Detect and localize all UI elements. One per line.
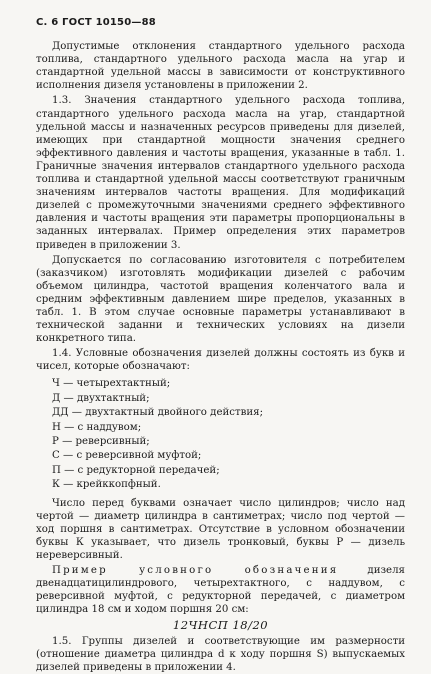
paragraph-1-3: 1.3. Значения стандартного удельного расхода топлива, стандартного удельного расхода масла на угар, стандартной удельной массы и назначенных ресурсов приведены для дизелей, имеющих при стандартной мощности значения среднего эффективного давления и частоты вращения, указанные в табл. 1. Граничные значения интервалов стандартного удельного расхода топлива и стандартной удельной массы соответствуют граничным значениям интервалов частоты вращения. Для модификаций дизелей с промежуточными значениями среднего эффективного давления и частоты вращения эти параметры пропорциональны в заданных интервалах. Пример определения этих параметров приведен в приложении 3. <box>36 95 405 251</box>
paragraph-1-4: 1.4. Условные обозначения дизелей должны состоять из букв и чисел, которые обозначают: <box>36 348 405 373</box>
example-text: дизеля двенадцатицилиндрового, четырехтактного, с наддувом, с реверсивной муфтой, с редукторной передачей, с диаметром цилиндра 18 см и ходом поршня 20 см: <box>36 565 405 616</box>
paragraph-tolerances: Допустимые отклонения стандартного удельного расхода топлива, стандартного удельного расхода масла на угар и стандартной удельной массы в зависимости от конструктивного исполнения дизеля установлены в приложении 2. <box>36 41 405 92</box>
paragraph-cylinder-numbers: Число перед буквами означает число цилиндров; число над чертой — диаметр цилиндра в сантиметрах; число под чертой — ход поршня в сантиметрах. Отсутствие в условном обозначении буквы К указывает, что дизель тронковый, буквы Р — дизель нереверсивный. <box>36 497 405 562</box>
paragraph-example <box>36 564 405 616</box>
example-designation: 12ЧНСП 18/20 <box>172 617 269 632</box>
list-item: С — с реверсивной муфтой; <box>52 450 202 462</box>
list-item: ДД — двухтактный двойного действия; <box>52 407 263 419</box>
list-item: Р — реверсивный; <box>52 436 150 448</box>
list-item: К — крейккопфный. <box>52 479 161 491</box>
paragraph-1-5: 1.5. Группы дизелей и соответствующие им размерности (отношение диаметра цилиндра d к ходу поршня S) выпускаемых дизелей приведены в приложении 4. <box>36 635 405 673</box>
designation-list <box>52 377 405 492</box>
list-item: П — с редукторной передачей; <box>52 464 220 476</box>
list-item: Ч — четырехтактный; <box>52 378 171 390</box>
list-item: Д — двухтактный; <box>52 392 150 404</box>
example-heading: Пример условного обозначения <box>52 565 339 577</box>
page-header: С. 6 ГОСТ 10150—88 <box>36 17 156 28</box>
list-item: Н — с наддувом; <box>52 421 142 433</box>
paragraph-agreement: Допускается по согласованию изготовителя с потребителем (заказчиком) изготовлять модификации дизелей с рабочим объемом цилиндра, частотой вращения коленчатого вала и средним эффективным давлением шире пределов, указанных в табл. 1. В этом случае основные параметры устанавливают в технической заданни и технических условиях на дизели конкретного типа. <box>36 254 405 345</box>
